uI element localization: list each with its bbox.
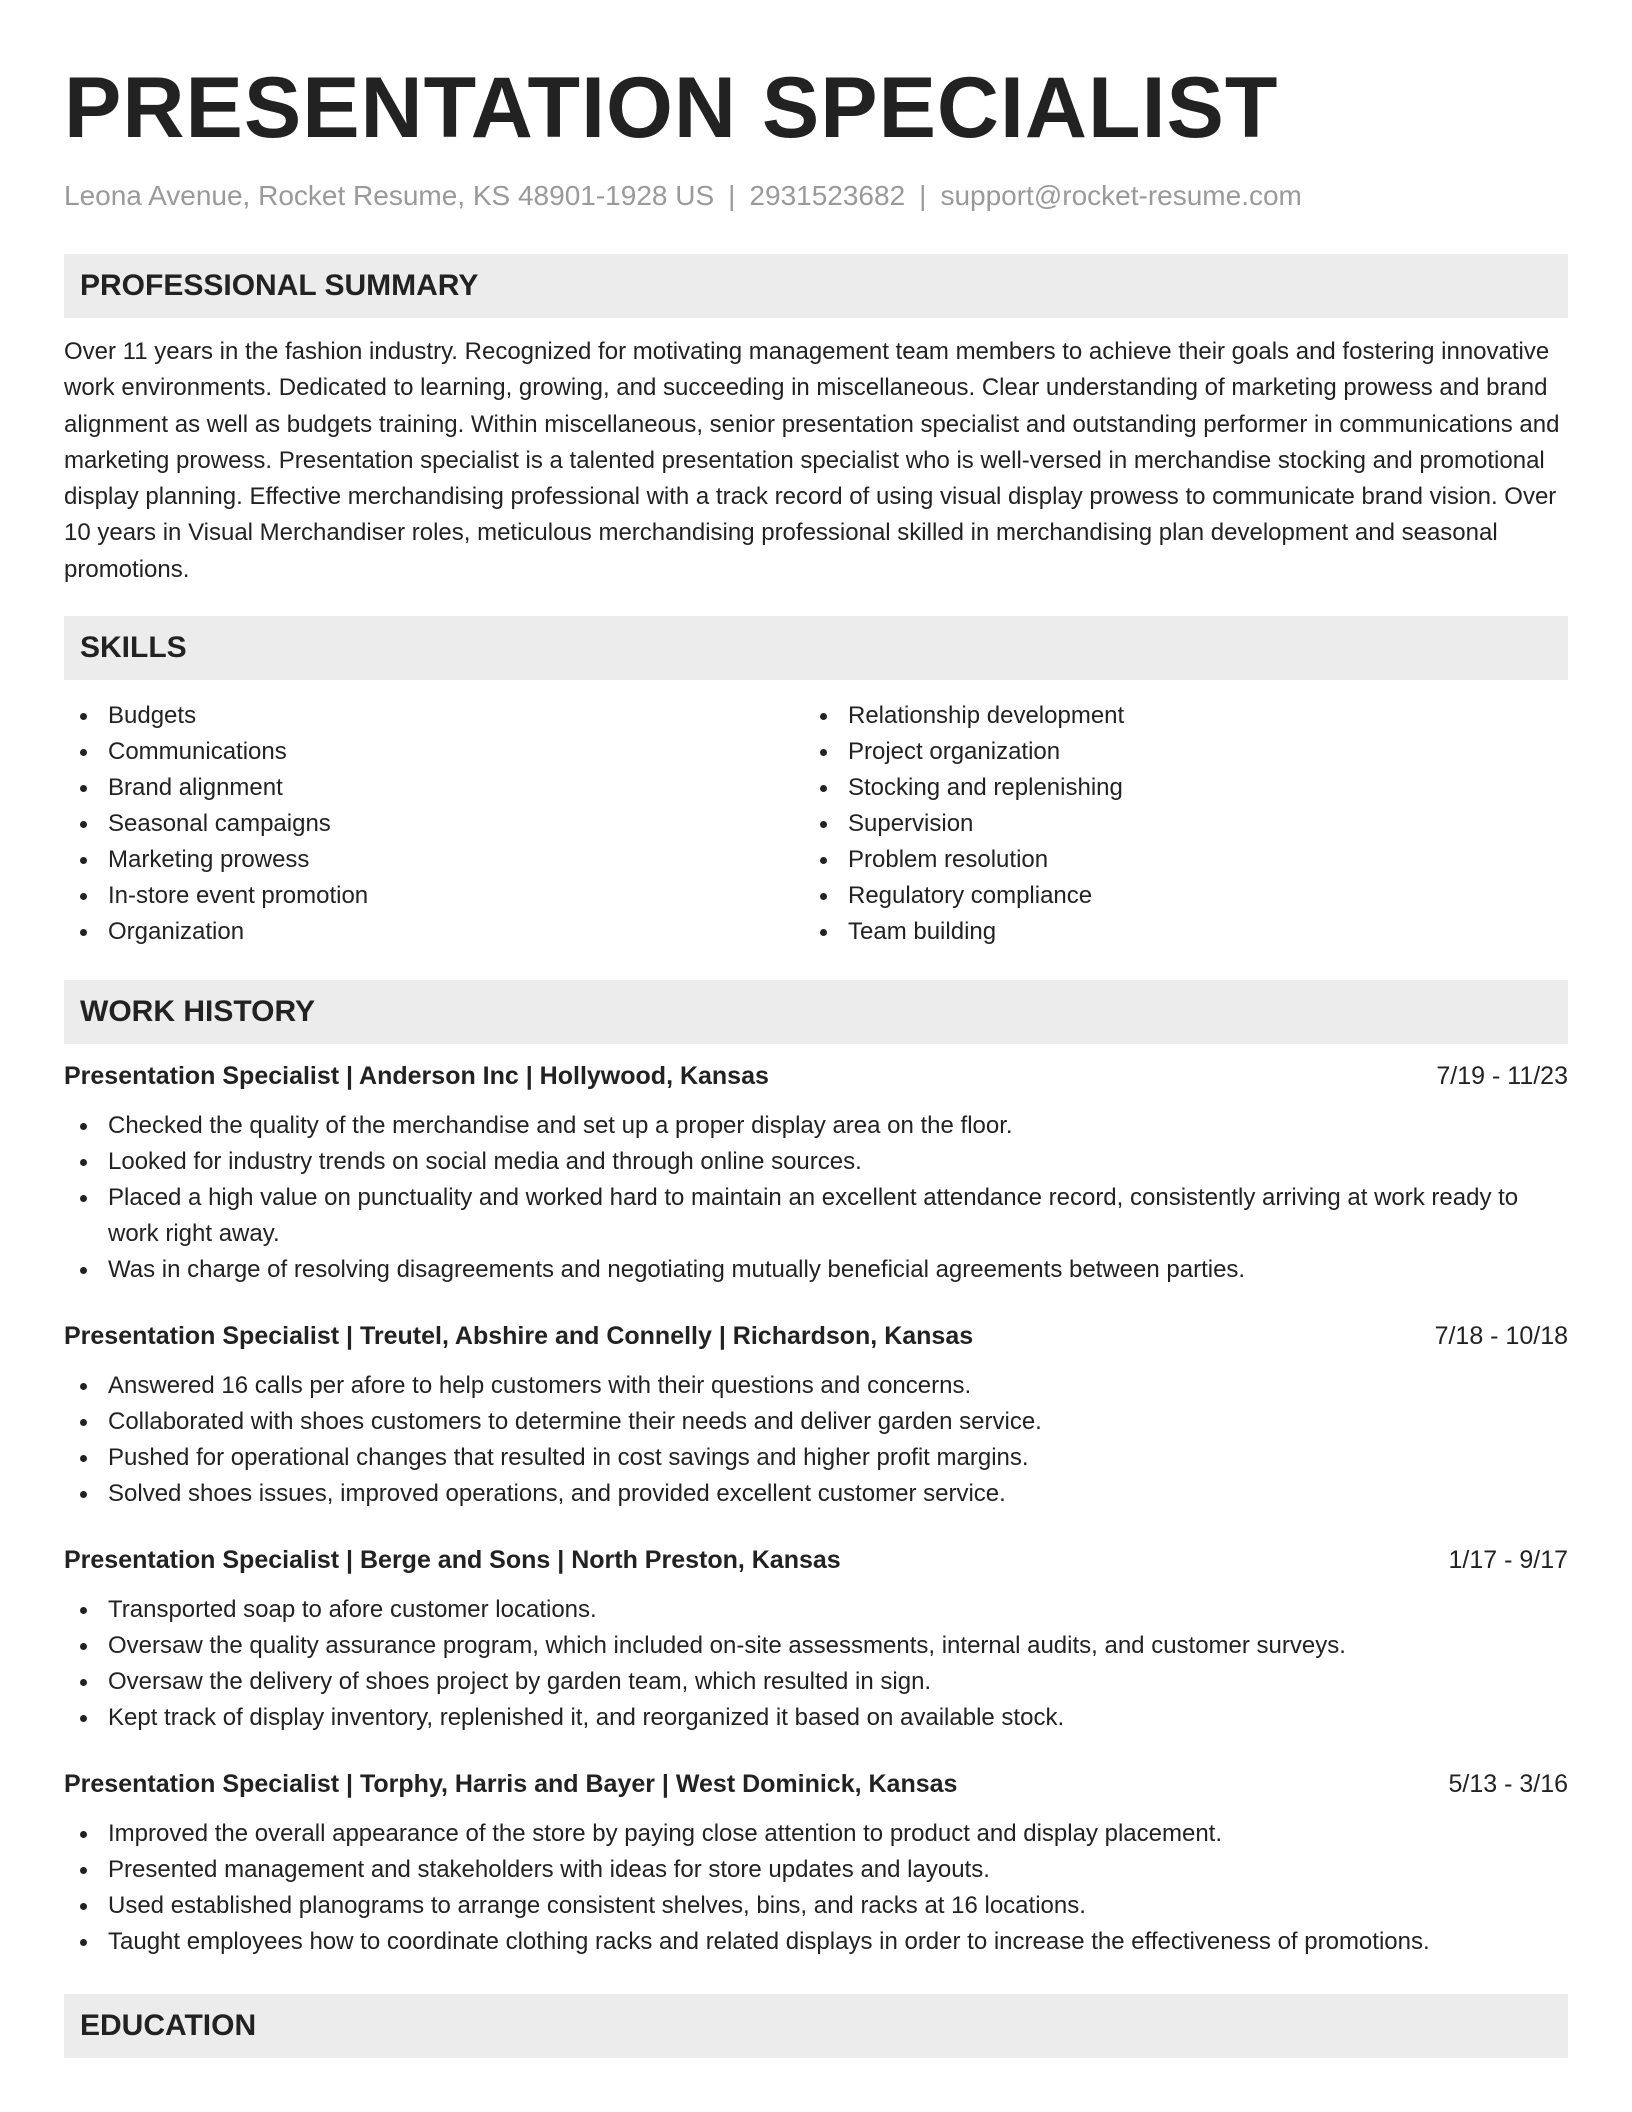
skill-item: In-store event promotion xyxy=(64,878,804,914)
job-header xyxy=(64,1058,1568,1094)
job-heading: Presentation Specialist | Torphy, Harris and Bayer | West Dominick, Kansas xyxy=(64,1770,958,1799)
job-bullet: Transported soap to afore customer locations. xyxy=(64,1592,1568,1628)
job-bullet: Answered 16 calls per afore to help customers with their questions and concerns. xyxy=(64,1368,1568,1404)
job-heading: Presentation Specialist | Treutel, Abshire and Connelly | Richardson, Kansas xyxy=(64,1322,974,1351)
skill-item: Seasonal campaigns xyxy=(64,806,804,842)
skill-item: Communications xyxy=(64,734,804,770)
job-bullets xyxy=(64,1816,1568,1960)
job-heading: Presentation Specialist | Berge and Sons | North Preston, Kansas xyxy=(64,1546,841,1575)
job-dates: 7/19 - 11/23 xyxy=(1436,1062,1568,1091)
contact-separator: | xyxy=(728,180,736,211)
job-bullets xyxy=(64,1592,1568,1736)
skills-list xyxy=(64,698,1568,950)
job-bullet: Was in charge of resolving disagreements and negotiating mutually beneficial agreements between parties. xyxy=(64,1252,1568,1288)
skill-item: Budgets xyxy=(64,698,804,734)
skill-item: Regulatory compliance xyxy=(804,878,1544,914)
job-bullet: Placed a high value on punctuality and worked hard to maintain an excellent attendance record, consistently arriving at work ready to work right away. xyxy=(64,1180,1568,1252)
job-header xyxy=(64,1766,1568,1802)
contact-phone: 2931523682 xyxy=(749,180,906,211)
summary-text: Over 11 years in the fashion industry. Recognized for motivating management team members to achieve their goals and fostering innovative work environments. Dedicated to learning, growing, and succeeding in miscellaneous. Clear understanding of marketing prowess and brand alignment as well as budgets training. Within miscellaneous, senior presentation specialist and outstanding performer in communications and marketing prowess. Presentation specialist is a talented presentation specialist who is well-versed in merchandise stocking and promotional display planning. Effective merchandising professional with a track record of using visual display prowess to communicate brand vision. Over 10 years in Visual Merchandiser roles, meticulous merchandising professional skilled in merchandising plan development and seasonal promotions. xyxy=(64,338,1560,583)
job-bullets xyxy=(64,1108,1568,1288)
skill-item: Team building xyxy=(804,914,1544,950)
job-entry xyxy=(64,1318,1568,1512)
job-entry xyxy=(64,1058,1568,1288)
skills-column-right xyxy=(804,698,1544,950)
contact-email: support@rocket-resume.com xyxy=(940,180,1302,211)
job-bullet: Oversaw the delivery of shoes project by garden team, which resulted in sign. xyxy=(64,1664,1568,1700)
job-entry xyxy=(64,1766,1568,1960)
skills-column-left xyxy=(64,698,804,950)
job-bullet: Presented management and stakeholders with ideas for store updates and layouts. xyxy=(64,1852,1568,1888)
skill-item: Marketing prowess xyxy=(64,842,804,878)
job-bullet: Collaborated with shoes customers to determine their needs and deliver garden service. xyxy=(64,1404,1568,1440)
skill-item: Organization xyxy=(64,914,804,950)
section-header-summary: PROFESSIONAL SUMMARY xyxy=(64,254,1568,318)
skill-item: Supervision xyxy=(804,806,1544,842)
job-bullet: Kept track of display inventory, replenished it, and reorganized it based on available stock. xyxy=(64,1700,1568,1736)
skill-item: Problem resolution xyxy=(804,842,1544,878)
job-bullet: Checked the quality of the merchandise and set up a proper display area on the floor. xyxy=(64,1108,1568,1144)
job-entry xyxy=(64,1542,1568,1736)
section-header-education: EDUCATION xyxy=(64,1994,1568,2058)
job-header xyxy=(64,1542,1568,1578)
job-bullet: Taught employees how to coordinate clothing racks and related displays in order to increase the effectiveness of promotions. xyxy=(64,1924,1568,1960)
section-header-work-history: WORK HISTORY xyxy=(64,980,1568,1044)
job-dates: 7/18 - 10/18 xyxy=(1434,1322,1568,1351)
job-bullets xyxy=(64,1368,1568,1512)
contact-separator: | xyxy=(919,180,927,211)
contact-line xyxy=(64,178,1568,214)
job-bullet: Improved the overall appearance of the store by paying close attention to product and display placement. xyxy=(64,1816,1568,1852)
job-dates: 5/13 - 3/16 xyxy=(1448,1770,1568,1799)
job-header xyxy=(64,1318,1568,1354)
job-heading: Presentation Specialist | Anderson Inc | Hollywood, Kansas xyxy=(64,1062,769,1091)
job-bullet: Looked for industry trends on social media and through online sources. xyxy=(64,1144,1568,1180)
job-bullet: Solved shoes issues, improved operations, and provided excellent customer service. xyxy=(64,1476,1568,1512)
section-header-skills: SKILLS xyxy=(64,616,1568,680)
skill-item: Brand alignment xyxy=(64,770,804,806)
job-bullet: Pushed for operational changes that resulted in cost savings and higher profit margins. xyxy=(64,1440,1568,1476)
skill-item: Project organization xyxy=(804,734,1544,770)
job-bullet: Oversaw the quality assurance program, which included on-site assessments, internal audits, and customer surveys. xyxy=(64,1628,1568,1664)
job-dates: 1/17 - 9/17 xyxy=(1448,1546,1568,1575)
resume-name: PRESENTATION SPECIALIST xyxy=(64,60,1279,156)
skill-item: Relationship development xyxy=(804,698,1544,734)
skill-item: Stocking and replenishing xyxy=(804,770,1544,806)
job-bullet: Used established planograms to arrange consistent shelves, bins, and racks at 16 locations. xyxy=(64,1888,1568,1924)
contact-address: Leona Avenue, Rocket Resume, KS 48901-1928 US xyxy=(64,180,715,211)
